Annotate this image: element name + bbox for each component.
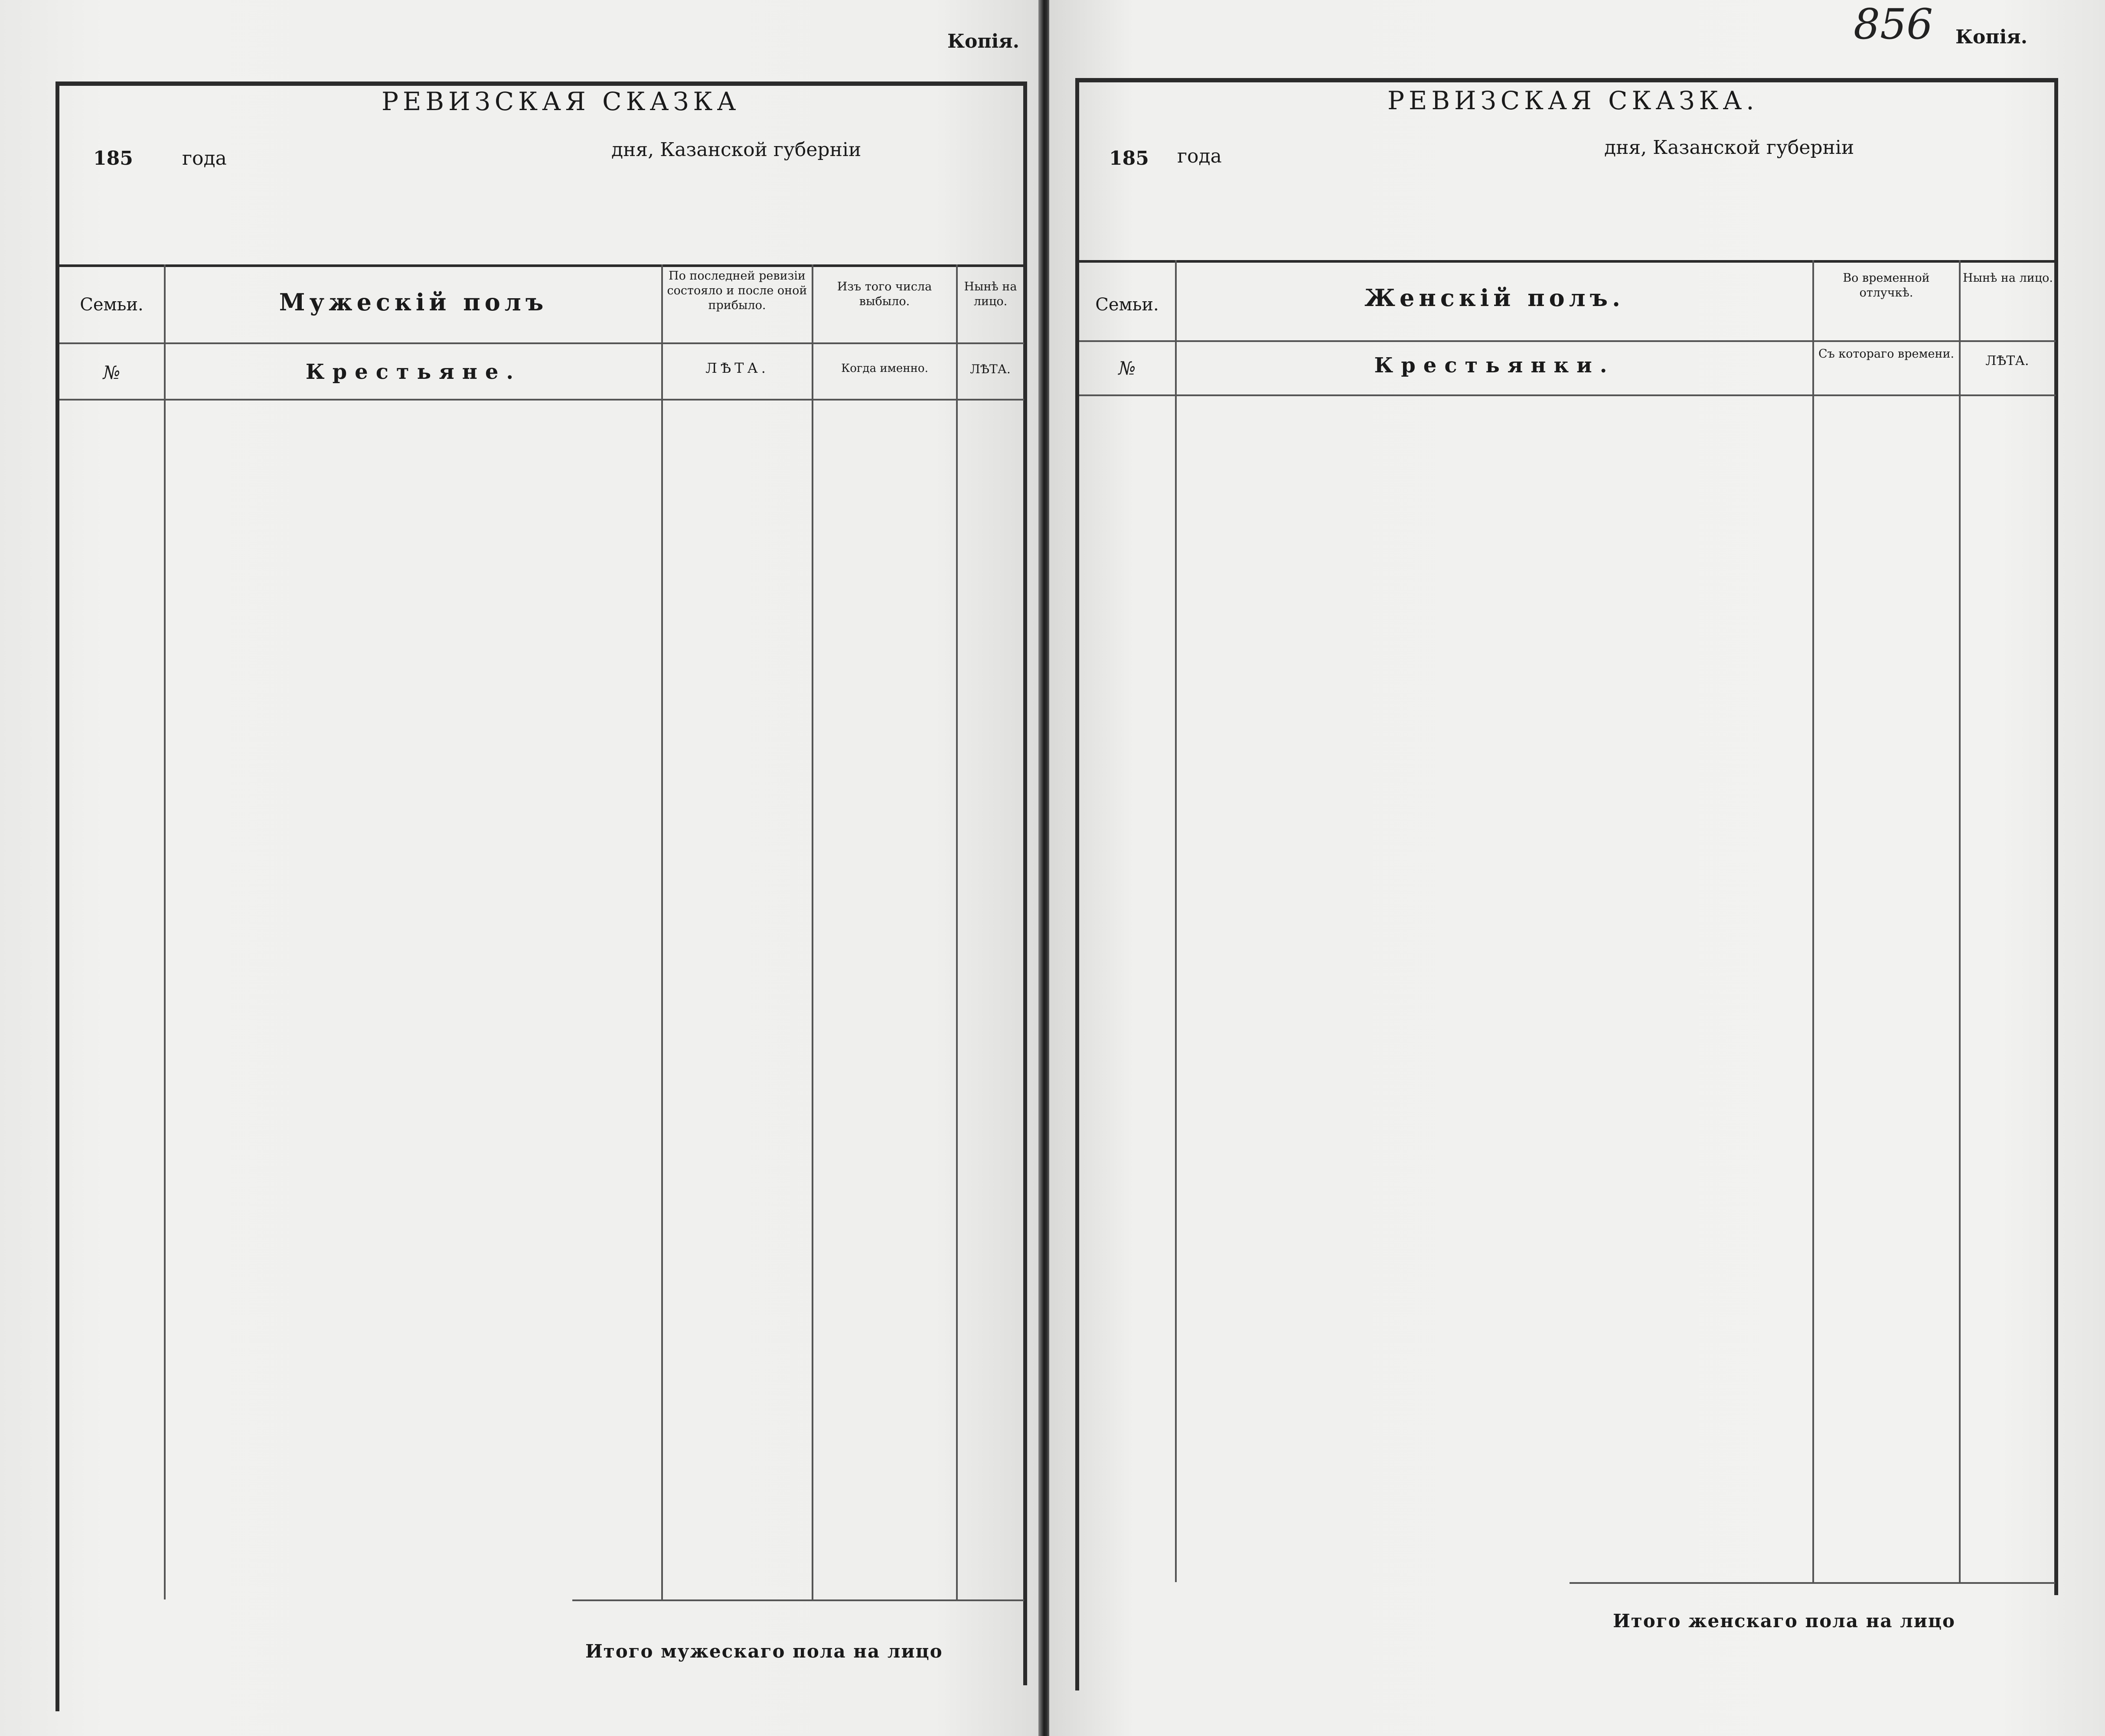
year-word: года bbox=[182, 147, 227, 169]
sub-number: № bbox=[1118, 358, 1136, 379]
subheader-rule bbox=[59, 399, 1024, 401]
col-sex: Мужескій полъ bbox=[279, 288, 548, 316]
frame-top bbox=[55, 81, 1027, 86]
day-province: дня, Казанской губерніи bbox=[1604, 137, 1854, 159]
col-divider-2 bbox=[661, 264, 663, 1599]
day-province: дня, Казанской губерніи bbox=[611, 139, 862, 161]
year-prefix: 185 bbox=[93, 147, 133, 169]
header-rule bbox=[1079, 340, 2056, 342]
col-present: Нынѣ на лицо. bbox=[1963, 271, 2053, 285]
right-page bbox=[1049, 0, 2105, 1736]
total-female: Итого женскаго пола на лицо bbox=[1613, 1610, 1956, 1632]
col-families: Семьи. bbox=[1095, 295, 1159, 315]
table-top-rule bbox=[59, 264, 1024, 267]
frame-left bbox=[55, 81, 59, 1711]
col-divider-3 bbox=[1959, 260, 1961, 1582]
folio-number: 856 bbox=[1854, 0, 1933, 49]
year-word: года bbox=[1177, 145, 1222, 167]
col-departed: Изъ того числа выбыло. bbox=[837, 280, 932, 308]
sub-since-when: Съ котораго времени. bbox=[1818, 347, 1955, 361]
copy-mark: Копія. bbox=[1955, 26, 2028, 48]
total-rule bbox=[1570, 1582, 2055, 1584]
total-male: Итого мужескаго пола на лицо bbox=[585, 1641, 943, 1662]
sub-when: Когда именно. bbox=[841, 362, 928, 375]
page-title: РЕВИЗСКАЯ СКАЗКА bbox=[382, 87, 741, 116]
page-title: РЕВИЗСКАЯ СКАЗКА. bbox=[1387, 86, 1759, 115]
frame-top bbox=[1075, 78, 2057, 82]
frame-right bbox=[2054, 78, 2058, 1595]
col-divider-1 bbox=[164, 264, 166, 1599]
table-top-rule bbox=[1079, 260, 2056, 263]
sub-number: № bbox=[103, 362, 121, 383]
sub-estate: Крестьянки. bbox=[1374, 353, 1615, 378]
total-rule bbox=[572, 1599, 1024, 1601]
year-prefix: 185 bbox=[1109, 147, 1149, 169]
frame-right bbox=[1023, 81, 1027, 1685]
left-page bbox=[0, 0, 1041, 1736]
col-divider-2 bbox=[1812, 260, 1814, 1582]
frame-left bbox=[1075, 78, 1079, 1690]
col-divider-3 bbox=[812, 264, 813, 1599]
col-divider-4 bbox=[956, 264, 958, 1599]
col-last-revision: По последней ревизіи состояло и после оной прибыло. bbox=[667, 269, 807, 312]
sub-estate: Крестьяне. bbox=[305, 360, 522, 384]
col-sex: Женскій полъ. bbox=[1364, 284, 1625, 312]
col-families: Семьи. bbox=[80, 295, 144, 315]
sub-years-present: ЛѢТА. bbox=[970, 362, 1011, 376]
header-rule bbox=[59, 342, 1024, 344]
subheader-rule bbox=[1079, 394, 2056, 396]
sub-years: ЛѢТА. bbox=[705, 360, 769, 376]
copy-mark: Копія. bbox=[947, 30, 1020, 52]
col-present: Нынѣ на лицо. bbox=[964, 280, 1017, 308]
col-divider-1 bbox=[1175, 260, 1177, 1582]
col-temporary-absence: Во временной отлучкѣ. bbox=[1843, 271, 1930, 300]
sub-years-present: ЛѢТА. bbox=[1985, 353, 2029, 368]
